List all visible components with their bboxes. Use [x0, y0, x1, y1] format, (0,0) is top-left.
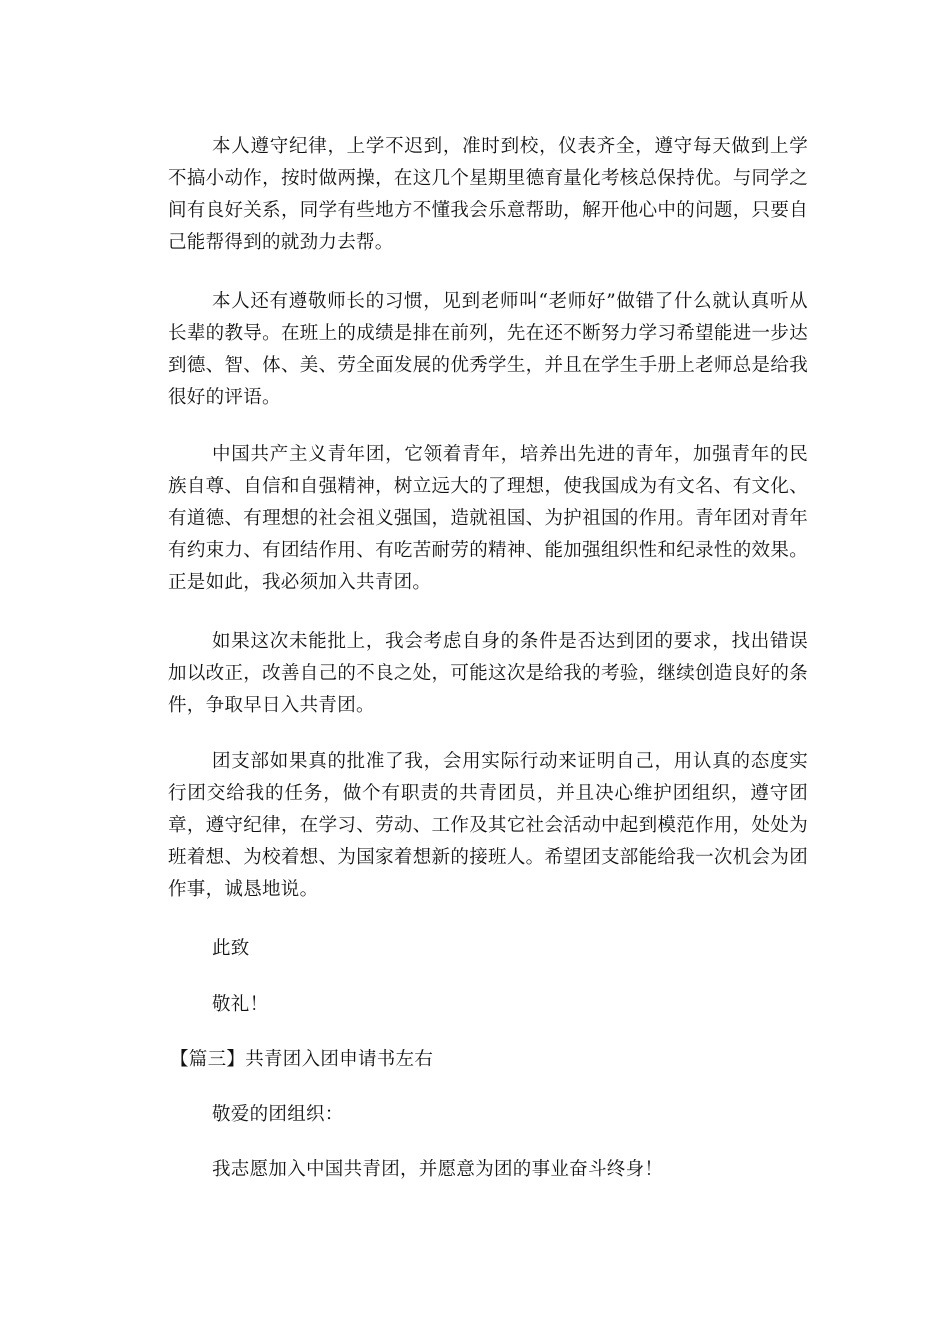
paragraph-if-not-approved: 如果这次未能批上，我会考虑自身的条件是否达到团的要求，找出错误加以改正，改善自己的不良之处，可能这次是给我的考验，继续创造良好的条件，争取早日入共青团。 — [168, 631, 808, 716]
paragraph-respect-teachers: 本人还有遵敬师长的习惯，见到老师叫“老师好”做错了什么就认真听从长辈的教导。在班上的成绩是排在前列，先在还不断努力学习希望能进一步达到德、智、体、美、劳全面发展的优秀学生，并且在学生手册上老师总是给我很好的评语。 — [168, 291, 808, 408]
paragraph-if-approved: 团支部如果真的批准了我，会用实际行动来证明自己，用认真的态度实行团交给我的任务，做个有职责的共青团员，并且决心维护团组织，遵守团章，遵守纪律，在学习、劳动、工作及其它社会活动中起到模范作用，处处为班着想、为校着想、为国家着想新的接班人。希望团支部能给我一次机会为团作事，诚恳地说。 — [168, 751, 808, 900]
closing-regards: 敬礼！ — [212, 994, 269, 1015]
closing-salutation: 此致 — [212, 938, 250, 959]
letter-first-line: 我志愿加入中国共青团，并愿意为团的事业奋斗终身！ — [212, 1159, 664, 1180]
paragraph-youth-league: 中国共产主义青年团，它领着青年，培养出先进的青年，加强青年的民族自尊、自信和自强精神，树立远大的了理想，使我国成为有文名、有文化、有道德、有理想的社会祖义强国，造就祖国、为护祖国的作用。青年团对青年有约束力、有团结作用、有吃苦耐劳的精神、能加强组织性和纪录性的效果。正是如此，我必须加入共青团。 — [168, 444, 808, 593]
letter-greeting: 敬爱的团组织： — [212, 1104, 344, 1125]
section-heading: 【篇三】共青团入团申请书左右 — [170, 1049, 434, 1070]
paragraph-discipline: 本人遵守纪律，上学不迟到，准时到校，仪表齐全，遵守每天做到上学不搞小动作，按时做两操，在这几个星期里德育量化考核总保持优。与同学之间有良好关系，同学有些地方不懂我会乐意帮助，解开他心中的问题，只要自己能帮得到的就劲力去帮。 — [168, 136, 808, 253]
